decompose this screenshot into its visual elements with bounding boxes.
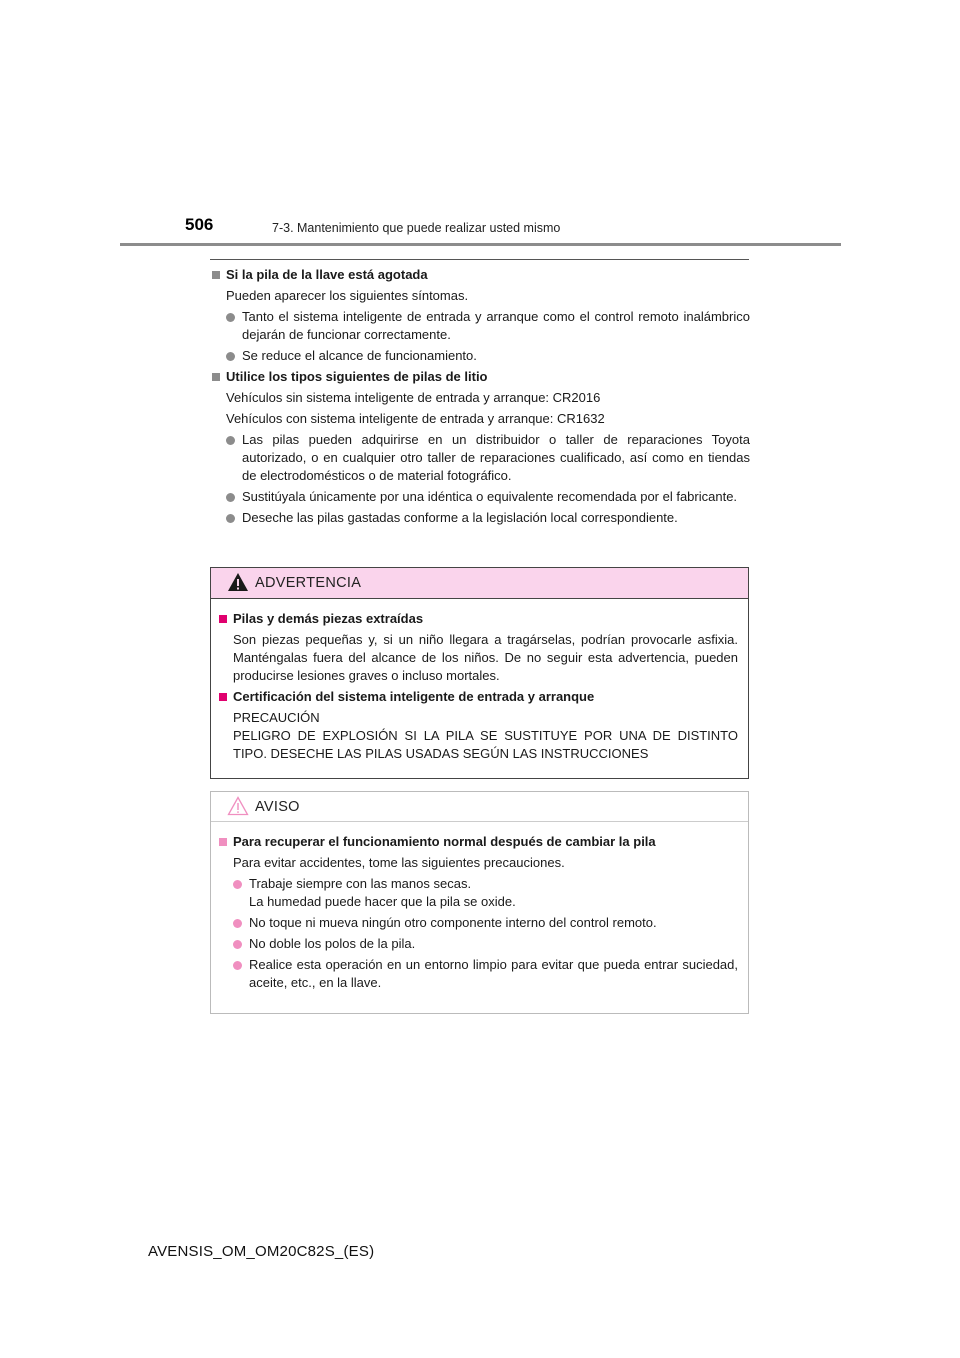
round-bullet-icon xyxy=(233,940,242,949)
round-bullet-icon xyxy=(226,514,235,523)
list-item: Sustitúyala únicamente por una idéntica o equivalente recomendada por el fabricante. xyxy=(210,488,750,506)
section-heading-lithium-batteries: Utilice los tipos siguientes de pilas de litio xyxy=(210,368,750,386)
round-bullet-icon xyxy=(226,436,235,445)
section-title: 7-3. Mantenimiento que puede realizar usted mismo xyxy=(272,221,561,235)
square-bullet-icon xyxy=(219,693,227,701)
warning-box xyxy=(210,567,749,779)
main-content xyxy=(210,266,750,530)
battery-type-line: Vehículos con sistema inteligente de entrada y arranque: CR1632 xyxy=(226,411,605,426)
warning-box-header xyxy=(211,568,748,599)
round-bullet-icon xyxy=(233,880,242,889)
square-bullet-icon xyxy=(219,838,227,846)
list-item: Realice esta operación en un entorno limpio para evitar que pueda entrar suciedad, aceite, etc., en la llave. xyxy=(217,956,738,992)
warning-box-body xyxy=(211,599,748,763)
square-bullet-icon xyxy=(219,615,227,623)
notice-intro: Para evitar accidentes, tome las siguientes precauciones. xyxy=(233,855,565,870)
list-item: Se reduce el alcance de funcionamiento. xyxy=(210,347,750,365)
warning-box-title: ADVERTENCIA xyxy=(255,575,362,591)
caution-text: PELIGRO DE EXPLOSIÓN SI LA PILA SE SUSTITUYE POR UNA DE DISTINTO TIPO. DESECHE LAS PILAS USADAS SEGÚN LAS INSTRUCCIONES xyxy=(233,728,738,761)
battery-type-line: Vehículos sin sistema inteligente de entrada y arranque: CR2016 xyxy=(226,390,601,405)
warning-triangle-filled-icon xyxy=(227,572,249,592)
list-item: Deseche las pilas gastadas conforme a la legislación local correspondiente. xyxy=(210,509,750,527)
square-bullet-icon xyxy=(212,373,220,381)
notice-box-header xyxy=(211,792,748,822)
list-item: Tanto el sistema inteligente de entrada y arranque como el control remoto inalámbrico dejarán de funcionar correctamente. xyxy=(210,308,750,344)
list-item: No toque ni mueva ningún otro componente interno del control remoto. xyxy=(217,914,738,932)
round-bullet-icon xyxy=(233,919,242,928)
round-bullet-icon xyxy=(226,352,235,361)
list-item: Trabaje siempre con las manos secas. La humedad puede hacer que la pila se oxide. xyxy=(217,875,738,911)
round-bullet-icon xyxy=(226,493,235,502)
content-rule xyxy=(210,259,749,260)
notice-heading: Para recuperar el funcionamiento normal después de cambiar la pila xyxy=(217,833,738,851)
document-code: AVENSIS_OM_OM20C82S_(ES) xyxy=(148,1243,375,1260)
notice-box xyxy=(210,791,749,1014)
round-bullet-icon xyxy=(233,961,242,970)
square-bullet-icon xyxy=(212,271,220,279)
warning-text xyxy=(217,709,738,763)
warning-heading-certification: Certificación del sistema inteligente de entrada y arranque xyxy=(217,688,738,706)
notice-box-title: AVISO xyxy=(255,799,300,815)
list-item: No doble los polos de la pila. xyxy=(217,935,738,953)
page-number: 506 xyxy=(185,215,214,234)
section-heading-dead-battery: Si la pila de la llave está agotada xyxy=(210,266,750,284)
list-item: Las pilas pueden adquirirse en un distribuidor o taller de reparaciones Toyota autorizado, o en cualquier otro taller de reparaciones cualificado, así como en tiendas de electrodomésticos o de material fotográfico. xyxy=(210,431,750,485)
caution-label: PRECAUCIÓN xyxy=(233,710,320,725)
warning-heading-small-parts: Pilas y demás piezas extraídas xyxy=(217,610,738,628)
header-rule xyxy=(120,243,841,246)
warning-text: Son piezas pequeñas y, si un niño llegara a tragárselas, podrían provocarle asfixia. Manténgalas fuera del alcance de los niños. De no seguir esta advertencia, pueden producirse lesiones graves o incluso mortales. xyxy=(233,632,738,683)
section-intro: Pueden aparecer los siguientes síntomas. xyxy=(226,288,469,303)
notice-box-body xyxy=(211,822,748,992)
warning-triangle-outline-icon xyxy=(227,796,249,816)
round-bullet-icon xyxy=(226,313,235,322)
